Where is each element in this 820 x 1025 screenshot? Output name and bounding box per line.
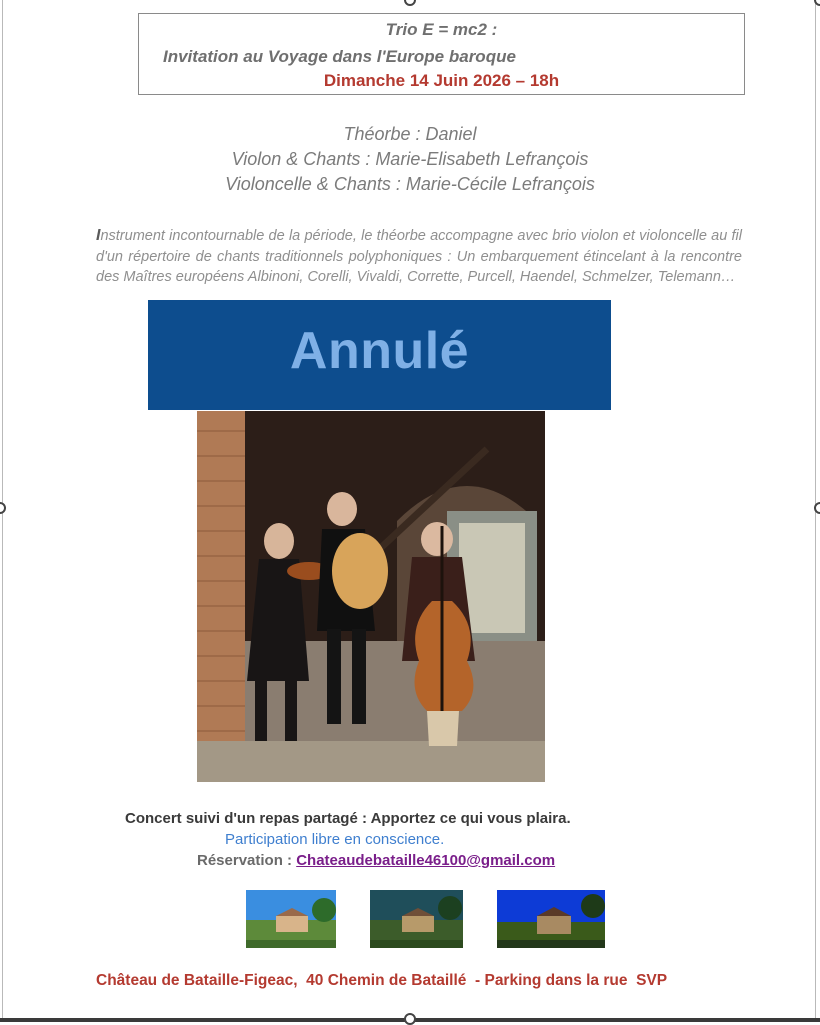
concert-subtitle: Invitation au Voyage dans l'Europe baroque [163, 47, 516, 66]
cancelled-banner [148, 300, 611, 410]
concert-date: Dimanche 14 Juin 2026 – 18h [323, 71, 560, 90]
chateau-thumbnail-1 [246, 890, 336, 948]
chateau-thumbnail-2 [370, 890, 463, 948]
reservation-line [197, 852, 555, 869]
cancelled-label: Annulé [289, 322, 470, 380]
cast-cello: Violoncelle & Chants : Marie-Cécile Lefrançois [225, 174, 595, 194]
reservation-email-link[interactable]: Chateaudebataille46100@gmail.com [296, 852, 556, 869]
reservation-label: Réservation : [197, 852, 297, 869]
description-text: nstrument incontournable de la période, le théorbe accompagne avec brio violon et violoncelle au fil d'un répertoire de chants traditionnels polyphoniques : Un embarquement étincelant à la rencontre des Maîtres européens Albinoni, Corelli, Vivaldi, Corrette, Purcell, Haendel, Schmelzer, Telemann… [96, 228, 742, 285]
cast-theorbe: Théorbe : Daniel [343, 124, 477, 144]
trio-photo [197, 411, 545, 782]
cast-violin: Violon & Chants : Marie-Elisabeth Lefrançois [231, 149, 589, 169]
resize-handle-bottom[interactable] [404, 1013, 416, 1025]
resize-handle-right[interactable] [814, 502, 820, 514]
meal-info: Concert suivi d'un repas partagé : Apportez ce qui vous plaira. [125, 810, 571, 827]
participation-info: Participation libre en conscience. [225, 831, 445, 848]
ensemble-title: Trio E = mc2 : [385, 20, 498, 39]
venue-address: Château de Bataille-Figeac, 40 Chemin de Bataillé - Parking dans la rue SVP [96, 972, 668, 989]
chateau-thumbnail-3 [497, 890, 605, 948]
description-paragraph [96, 226, 742, 288]
description-dropcap: I [96, 227, 101, 244]
title-box [138, 13, 745, 95]
